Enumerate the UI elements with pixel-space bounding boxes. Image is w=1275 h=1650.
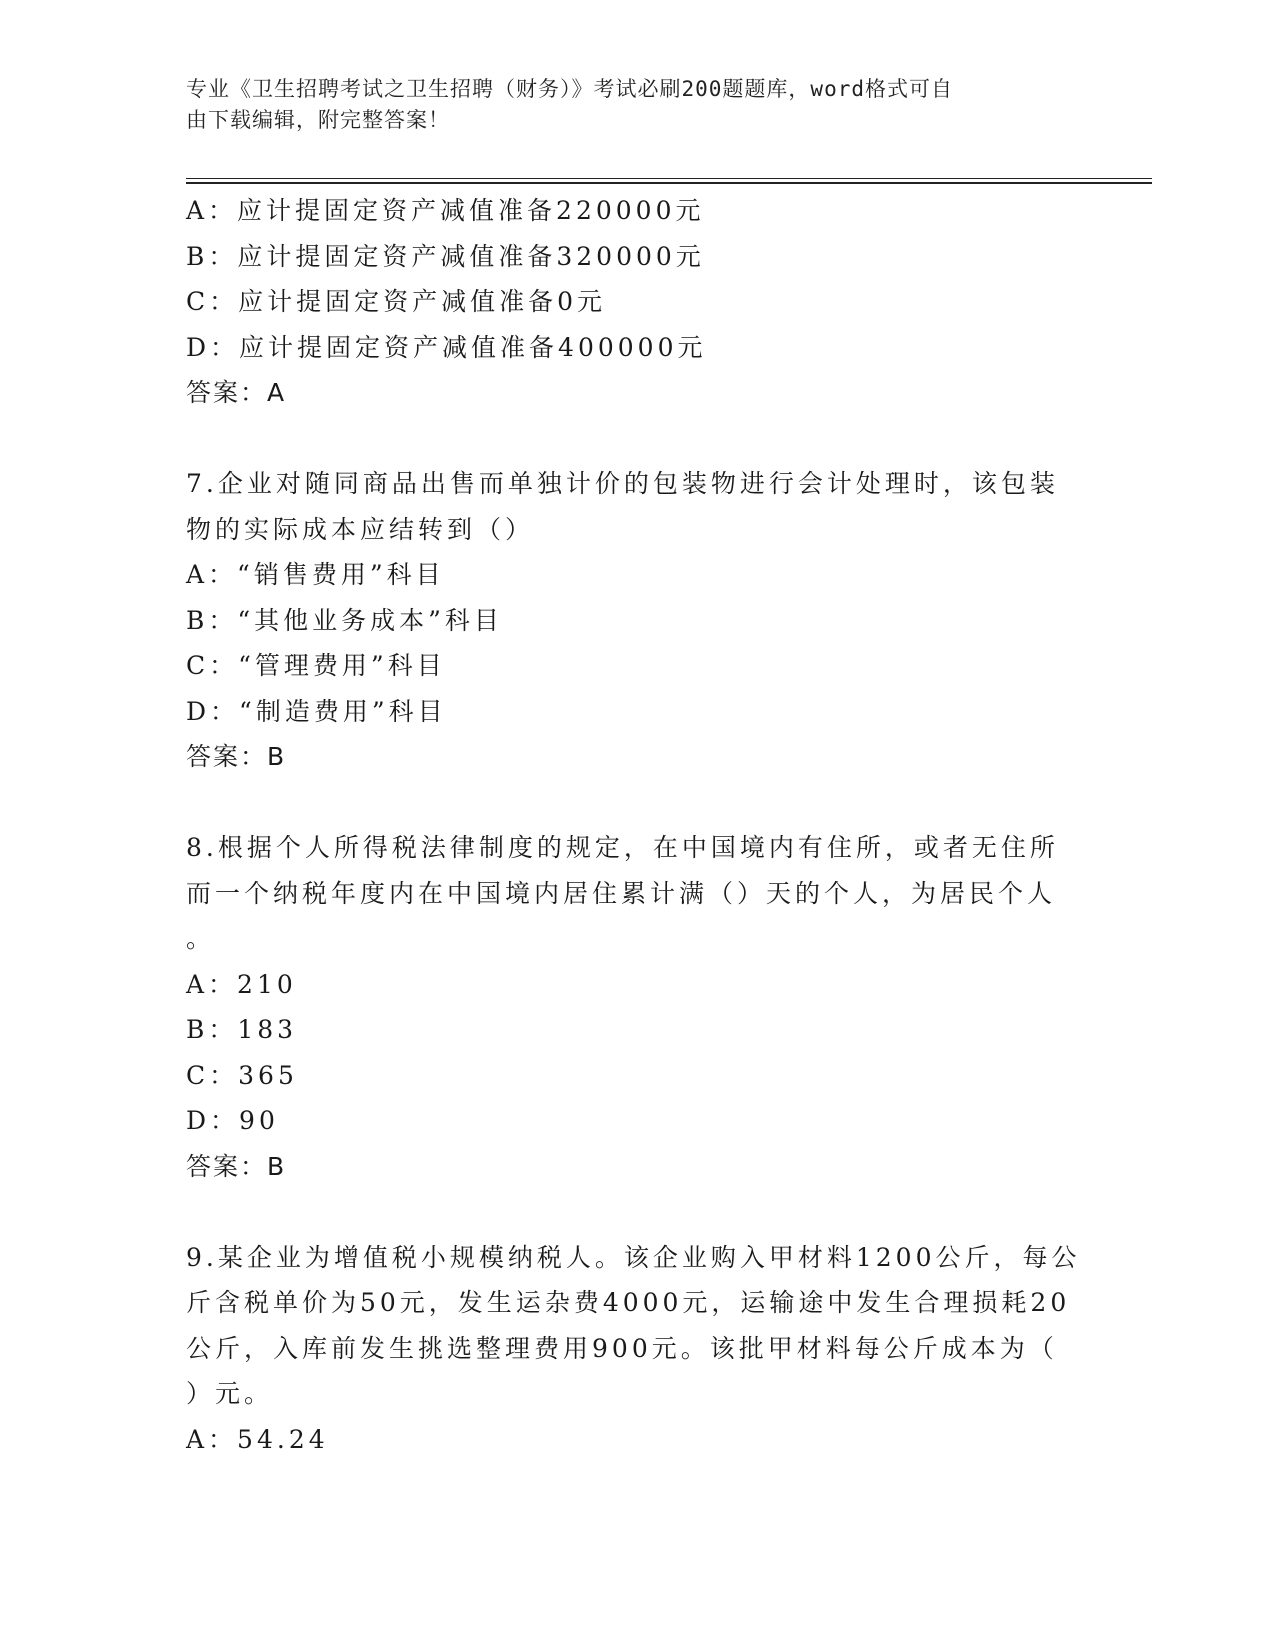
answer: 答案：B [186, 1151, 287, 1181]
option-b: B：应计提固定资产减值准备320000元 [186, 241, 705, 271]
option-a: A：应计提固定资产减值准备220000元 [186, 196, 705, 225]
question-stem-line: 7.企业对随同商品出售而单独计价的包装物进行会计处理时，该包装 [186, 469, 1059, 498]
answer: 答案：A [186, 378, 287, 407]
option-a: A：210 [186, 969, 297, 999]
option-c: C：365 [186, 1060, 298, 1090]
option-b: B：“其他业务成本”科目 [186, 605, 503, 635]
spacer [186, 416, 1086, 462]
question-stem-line: ）元。 [186, 1379, 274, 1408]
question-stem-line: 8.根据个人所得税法律制度的规定，在中国境内有住所，或者无住所 [186, 833, 1059, 862]
header-divider [186, 178, 1152, 184]
question-6-options [186, 188, 1086, 416]
header-line-2: 由下载编辑，附完整答案！ [186, 108, 450, 132]
spacer [186, 780, 1086, 826]
header-line-1: 专业《卫生招聘考试之卫生招聘（财务）》考试必刷200题题库，word格式可自 [186, 77, 953, 101]
question-7 [186, 461, 1086, 780]
option-d: D：应计提固定资产减值准备400000元 [186, 332, 707, 362]
question-stem-line: 9.某企业为增值税小规模纳税人。该企业购入甲材料1200公斤，每公 [186, 1242, 1081, 1272]
option-c: C：应计提固定资产减值准备0元 [186, 287, 607, 316]
question-8 [186, 825, 1086, 1189]
question-content [186, 188, 1086, 1462]
option-a: A：54.24 [186, 1424, 329, 1454]
option-b: B：183 [186, 1015, 298, 1044]
answer: 答案：B [186, 742, 287, 771]
question-stem-line: 物的实际成本应结转到（） [186, 514, 535, 544]
question-stem-line: 公斤，入库前发生挑选整理费用900元。该批甲材料每公斤成本为（ [186, 1333, 1058, 1363]
question-stem-line: 而一个纳税年度内在中国境内居住累计满（）天的个人，为居民个人 [186, 878, 1057, 908]
page-header [186, 74, 1066, 136]
spacer [186, 1189, 1086, 1235]
question-stem-line: 斤含税单价为50元，发生运杂费4000元，运输途中发生合理损耗20 [186, 1288, 1071, 1317]
question-stem-line: 。 [186, 924, 216, 953]
option-d: D：90 [186, 1106, 279, 1135]
option-d: D：“制造费用”科目 [186, 696, 447, 726]
option-a: A：“销售费用”科目 [186, 560, 445, 589]
question-9 [186, 1235, 1086, 1463]
option-c: C：“管理费用”科目 [186, 651, 446, 680]
